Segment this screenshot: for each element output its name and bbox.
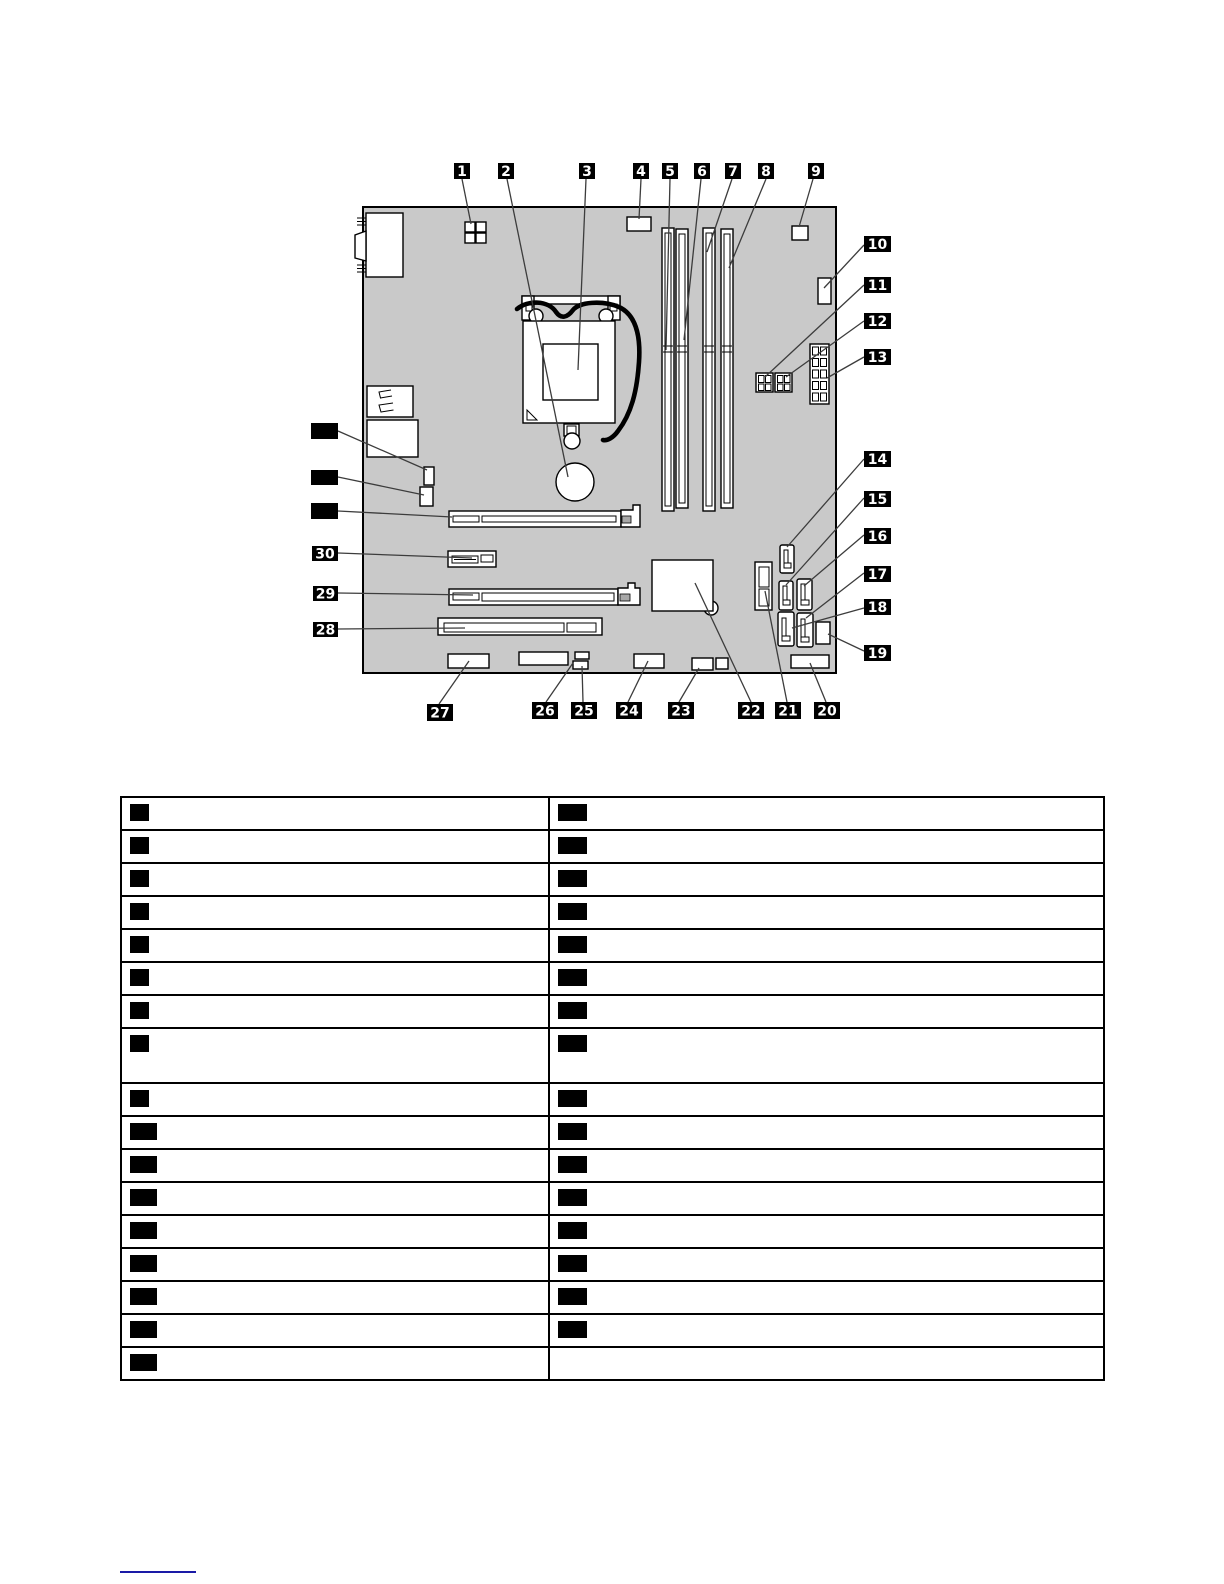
table-cell <box>121 1314 549 1347</box>
callout-badge-14 <box>864 451 891 468</box>
callout-badge-13 <box>864 349 891 366</box>
item-number-badge <box>130 837 149 854</box>
item-number-badge <box>130 1156 157 1173</box>
table-row <box>121 1083 1104 1116</box>
svg-text:28: 28 <box>315 622 336 639</box>
sata-connector-5 <box>797 613 813 647</box>
table-row <box>121 797 1104 830</box>
edge-connector-24 <box>634 654 664 668</box>
table-cell <box>121 1028 549 1083</box>
callout-badge-8 <box>758 163 774 180</box>
svg-text:14: 14 <box>867 452 888 468</box>
svg-text:4: 4 <box>636 164 646 180</box>
table-cell <box>121 929 549 962</box>
item-number-badge <box>558 870 587 887</box>
parts-table-grid <box>120 796 1105 1381</box>
svg-text:26: 26 <box>535 703 555 720</box>
item-number-badge <box>558 1123 587 1140</box>
table-row <box>121 1028 1104 1083</box>
item-number-badge <box>558 1288 587 1305</box>
svg-text:8: 8 <box>761 164 771 180</box>
callout-badge-23 <box>668 702 694 720</box>
item-number-badge <box>558 969 587 986</box>
svg-text:20: 20 <box>817 703 837 720</box>
table-row <box>121 929 1104 962</box>
svg-text:17: 17 <box>867 567 888 583</box>
edge-connector-b <box>519 652 568 665</box>
callout-badge-blank <box>311 423 338 439</box>
svg-text:5: 5 <box>665 164 675 180</box>
jumper-header-11 <box>756 373 773 392</box>
table-cell <box>549 1028 1104 1083</box>
svg-text:6: 6 <box>697 164 707 180</box>
item-number-badge <box>130 1035 149 1052</box>
item-number-badge <box>130 936 149 953</box>
table-cell <box>121 1083 549 1116</box>
table-row <box>121 1182 1104 1215</box>
item-number-badge <box>558 1035 587 1052</box>
item-number-badge <box>558 1255 587 1272</box>
cpu-fan-header <box>627 217 651 231</box>
callout-badge-1 <box>454 163 470 180</box>
table-row <box>121 1248 1104 1281</box>
item-number-badge <box>558 1090 587 1107</box>
sata-connector-2 <box>779 581 793 610</box>
item-number-badge <box>130 969 149 986</box>
item-number-badge <box>558 837 587 854</box>
table-cell <box>549 962 1104 995</box>
dual-port-connector <box>755 562 772 610</box>
dimm-slot-3 <box>703 228 715 511</box>
svg-text:15: 15 <box>867 492 888 508</box>
cpu-die <box>543 344 598 400</box>
table-cell <box>549 1314 1104 1347</box>
sata-connector-1 <box>780 545 794 573</box>
edge-connector-25 <box>573 661 588 669</box>
table-cell <box>549 1215 1104 1248</box>
item-number-badge <box>130 804 149 821</box>
svg-text:23: 23 <box>671 703 691 720</box>
item-number-badge <box>130 1321 157 1338</box>
4pin-power-connector <box>465 222 486 243</box>
table-row <box>121 995 1104 1028</box>
svg-text:11: 11 <box>867 278 888 294</box>
ps2-port-block <box>367 386 413 417</box>
callout-badge-15 <box>864 491 891 508</box>
callout-badge-26 <box>532 702 558 720</box>
item-number-badge <box>130 1090 149 1107</box>
item-number-badge <box>130 870 149 887</box>
table-cell <box>121 797 549 830</box>
table-cell <box>549 929 1104 962</box>
callout-badge-7 <box>725 163 741 180</box>
callout-badge-2 <box>498 163 514 180</box>
item-number-badge <box>130 1002 149 1019</box>
svg-text:3: 3 <box>582 164 592 180</box>
table-row <box>121 1281 1104 1314</box>
table-row <box>121 962 1104 995</box>
callout-badge-20 <box>814 702 840 720</box>
svg-text:2: 2 <box>501 164 511 180</box>
svg-text:7: 7 <box>728 164 738 180</box>
table-cell <box>549 995 1104 1028</box>
svg-text:29: 29 <box>315 586 336 603</box>
callout-badge-3 <box>579 163 595 180</box>
table-row <box>121 1149 1104 1182</box>
svg-text:24: 24 <box>619 703 639 720</box>
callout-badge-30 <box>312 546 338 563</box>
callout-badge-29 <box>313 586 338 603</box>
table-cell <box>549 1149 1104 1182</box>
table-cell <box>121 896 549 929</box>
chipset-heatsink <box>652 560 718 615</box>
svg-text:13: 13 <box>867 350 888 366</box>
callout-badge-19 <box>864 645 891 662</box>
sata-connector-4 <box>778 612 794 646</box>
item-number-badge <box>130 1288 157 1305</box>
table-cell <box>549 1083 1104 1116</box>
system-fan-header <box>420 487 433 506</box>
item-number-badge <box>130 1222 157 1239</box>
item-number-badge <box>130 1354 157 1371</box>
table-cell <box>549 896 1104 929</box>
callout-badge-28 <box>313 622 338 639</box>
table-cell <box>549 1182 1104 1215</box>
callout-badge-21 <box>775 702 801 720</box>
sata-connector-3 <box>797 579 812 610</box>
callout-badge-4 <box>633 163 649 180</box>
svg-text:12: 12 <box>867 314 888 330</box>
speaker-connector <box>816 622 830 644</box>
callout-badge-5 <box>662 163 678 180</box>
system-board-diagram <box>0 0 1224 780</box>
item-number-badge <box>130 1255 157 1272</box>
pcie-x1-slot <box>448 551 496 567</box>
callout-badge-10 <box>864 236 891 253</box>
table-row <box>121 830 1104 863</box>
footnote-rule <box>120 1571 196 1573</box>
callout-badge-24 <box>616 702 642 720</box>
svg-text:18: 18 <box>867 600 888 616</box>
item-number-badge <box>558 804 587 821</box>
jumper-header-12 <box>775 373 792 392</box>
svg-text:9: 9 <box>811 164 821 180</box>
dimm-slot-2 <box>676 229 688 508</box>
edge-connector-26 <box>575 652 589 659</box>
table-cell <box>121 1149 549 1182</box>
item-number-badge <box>558 1321 587 1338</box>
edge-connector-23 <box>692 658 713 670</box>
callout-badge-18 <box>864 599 891 616</box>
table-cell <box>549 863 1104 896</box>
table-cell <box>121 995 549 1028</box>
table-cell <box>549 1248 1104 1281</box>
callout-badge-25 <box>571 702 597 720</box>
svg-text:16: 16 <box>867 529 888 545</box>
callout-badge-6 <box>694 163 710 180</box>
svg-text:25: 25 <box>574 703 594 720</box>
item-number-badge <box>558 1222 587 1239</box>
edge-connector-20 <box>791 655 829 668</box>
coin-battery <box>556 463 594 501</box>
table-cell <box>549 1347 1104 1380</box>
table-cell <box>549 797 1104 830</box>
parts-table <box>120 796 1105 1381</box>
callout-badge-blank <box>311 503 338 519</box>
svg-text:10: 10 <box>867 237 888 253</box>
table-row <box>121 1116 1104 1149</box>
svg-text:22: 22 <box>741 703 761 720</box>
table-cell <box>549 830 1104 863</box>
item-number-badge <box>558 936 587 953</box>
table-cell <box>121 1347 549 1380</box>
table-cell <box>549 1116 1104 1149</box>
item-number-badge <box>558 1002 587 1019</box>
svg-text:19: 19 <box>867 646 888 662</box>
pci-slot <box>438 618 602 635</box>
callout-badge-12 <box>864 313 891 330</box>
item-number-badge <box>130 1189 157 1206</box>
callout-badge-blank <box>311 470 338 485</box>
item-number-badge <box>130 1123 157 1140</box>
table-cell <box>121 962 549 995</box>
table-cell <box>121 830 549 863</box>
edge-connector-23b <box>716 658 728 669</box>
callout-badge-11 <box>864 277 891 294</box>
table-cell <box>121 1182 549 1215</box>
callout-badge-27 <box>427 704 453 722</box>
dimm-slot-4 <box>721 229 733 508</box>
thermal-sensor-connector <box>792 226 808 240</box>
table-row <box>121 1314 1104 1347</box>
callout-badge-22 <box>738 702 764 720</box>
svg-text:1: 1 <box>457 164 467 180</box>
table-cell <box>121 1281 549 1314</box>
svg-text:30: 30 <box>315 546 335 563</box>
table-row <box>121 1347 1104 1380</box>
table-row <box>121 863 1104 896</box>
callout-badge-16 <box>864 528 891 545</box>
svg-text:21: 21 <box>778 703 798 720</box>
table-row <box>121 1215 1104 1248</box>
item-number-badge <box>558 903 587 920</box>
callout-badge-17 <box>864 566 891 583</box>
item-number-badge <box>558 1189 587 1206</box>
table-cell <box>549 1281 1104 1314</box>
item-number-badge <box>558 1156 587 1173</box>
io-edge-block <box>367 420 418 457</box>
table-cell <box>121 1248 549 1281</box>
item-number-badge <box>130 903 149 920</box>
callout-badge-9 <box>808 163 824 180</box>
table-row <box>121 896 1104 929</box>
table-cell <box>121 1116 549 1149</box>
svg-text:27: 27 <box>430 705 450 722</box>
table-cell <box>121 863 549 896</box>
table-cell <box>121 1215 549 1248</box>
